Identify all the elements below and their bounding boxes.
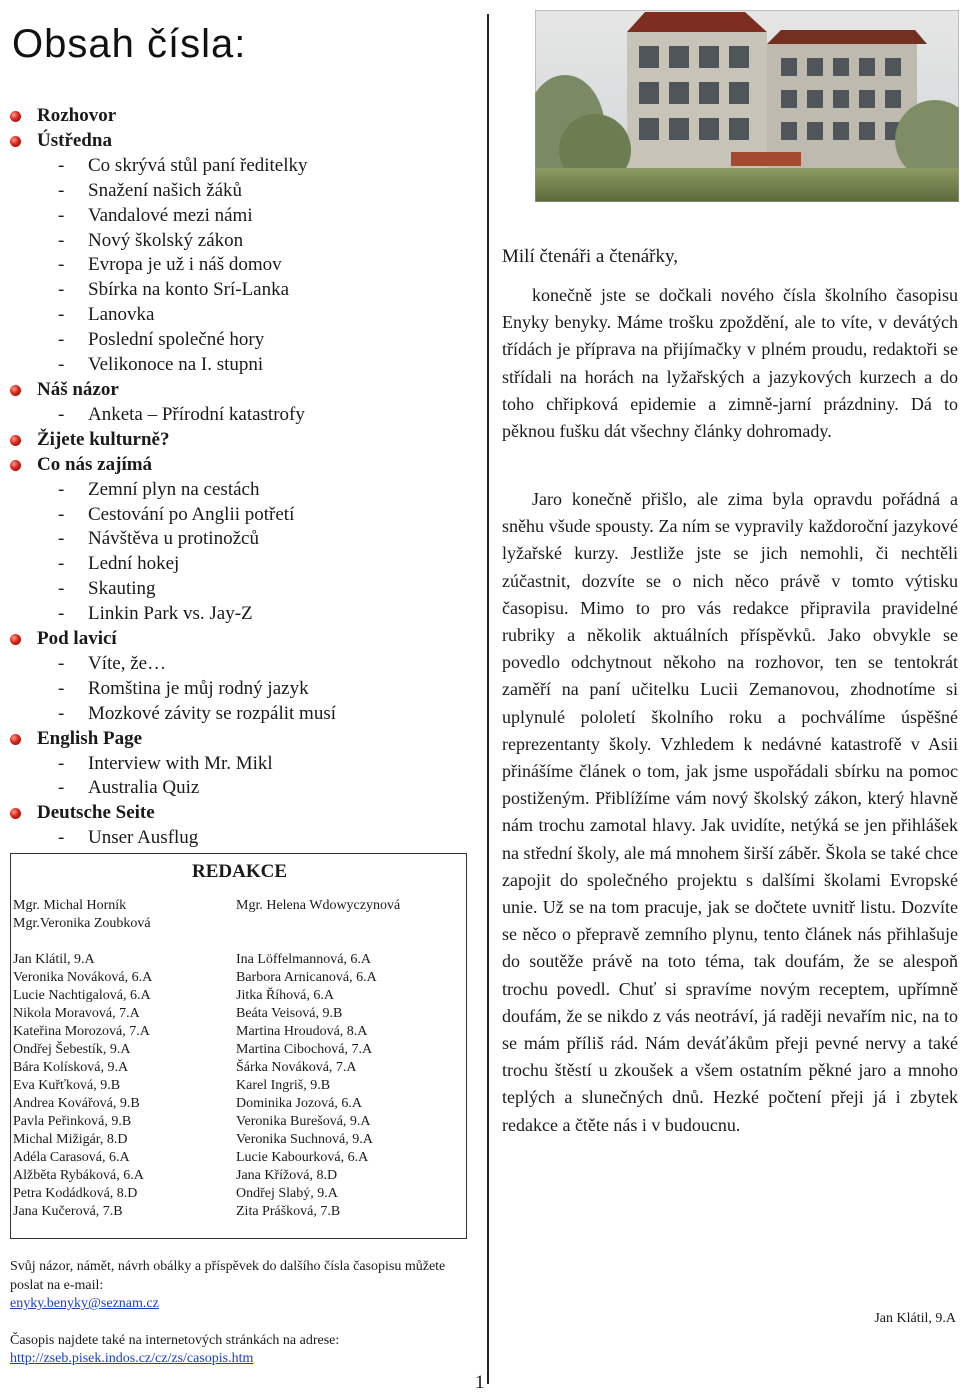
staff-member: Martina Cibochová, 7.A	[236, 1042, 373, 1057]
toc-item: - Snažení našich žáků	[58, 179, 243, 201]
toc-section	[10, 378, 480, 403]
toc-item: - Co skrývá stůl paní ředitelky	[58, 154, 308, 176]
red-bullet-icon	[10, 385, 21, 396]
staff-member: Alžběta Rybáková, 6.A	[13, 1168, 144, 1183]
email-link[interactable]: enyky.benyky@seznam.cz	[10, 1296, 159, 1311]
toc-item-label: Lední hokej	[88, 553, 180, 575]
staff-member: Barbora Arnicanová, 6.A	[236, 970, 377, 985]
toc-item-label: Velikonoce na I. stupni	[88, 354, 264, 376]
toc-item: - Skauting	[58, 578, 156, 600]
staff-member: Veronika Suchnová, 9.A	[236, 1132, 373, 1147]
table-of-contents	[10, 104, 480, 851]
toc-item: - Interview with Mr. Mikl	[58, 752, 273, 774]
toc-item: - Velikonoce na I. stupni	[58, 354, 264, 376]
toc-section-label: English Page	[37, 727, 143, 749]
toc-item-label: Interview with Mr. Mikl	[88, 752, 273, 774]
staff-member: Ina Löffelmannová, 6.A	[236, 952, 372, 967]
toc-item-label: Mozkové závity se rozpálit musí	[88, 702, 336, 724]
page-title: Obsah čísla:	[12, 22, 247, 66]
staff-member: Šárka Nováková, 7.A	[236, 1060, 357, 1075]
staff-member: Petra Kodádková, 8.D	[13, 1186, 138, 1201]
toc-item-label: Skauting	[88, 578, 156, 600]
staff-member: Mgr. Michal Horník	[13, 898, 127, 913]
toc-section	[10, 801, 480, 826]
toc-item: - Evropa je už i náš domov	[58, 254, 282, 276]
staff-member: Karel Ingriš, 9.B	[236, 1078, 331, 1093]
staff-member: Veronika Burešová, 9.A	[236, 1114, 371, 1129]
school-building-photo	[535, 10, 959, 202]
red-bullet-icon	[10, 634, 21, 645]
toc-section	[10, 727, 480, 752]
toc-item: - Poslední společné hory	[58, 329, 265, 351]
staff-member: Jan Klátil, 9.A	[13, 952, 95, 967]
toc-section	[10, 453, 480, 478]
toc-item: - Sbírka na konto Srí-Lanka	[58, 279, 290, 301]
toc-section-label: Náš názor	[37, 378, 119, 400]
toc-item-label: Cestování po Anglii potřetí	[88, 503, 295, 525]
toc-item-label: Australia Quiz	[88, 777, 200, 799]
redakce-left-column	[13, 897, 233, 1221]
toc-section-label: Pod lavicí	[37, 628, 117, 650]
staff-member: Mgr.Veronika Zoubková	[13, 916, 151, 931]
staff-member: Ondřej Slabý, 9.A	[236, 1186, 338, 1201]
staff-member: Andrea Kovářová, 9.B	[13, 1096, 140, 1111]
toc-item-label: Zemní plyn na cestách	[88, 478, 260, 500]
toc-section	[10, 104, 480, 129]
redakce-box	[10, 853, 467, 1239]
toc-item-label: Poslední společné hory	[88, 329, 265, 351]
toc-section-label: Co nás zajímá	[37, 453, 153, 475]
staff-member: Ondřej Šebestík, 9.A	[13, 1042, 131, 1057]
staff-member	[236, 915, 466, 933]
toc-item: - Lanovka	[58, 304, 155, 326]
toc-section	[10, 428, 480, 453]
staff-member: Michal Mižigár, 8.D	[13, 1132, 128, 1147]
toc-section	[10, 627, 480, 652]
toc-item-label: Anketa – Přírodní katastrofy	[88, 403, 305, 425]
toc-item-label: Lanovka	[88, 304, 155, 326]
toc-item: - Australia Quiz	[58, 777, 200, 799]
contact-info	[10, 1258, 480, 1369]
red-bullet-icon	[10, 734, 21, 745]
column-divider	[487, 14, 489, 1384]
toc-item: - Víte, že…	[58, 652, 167, 674]
toc-item-label: Sbírka na konto Srí-Lanka	[88, 279, 290, 301]
toc-section-label: Ústředna	[37, 129, 112, 151]
staff-member	[236, 933, 466, 951]
toc-item: - Návštěva u protinožců	[58, 528, 259, 550]
toc-item: - Lední hokej	[58, 553, 180, 575]
staff-member: Lucie Nachtigalová, 6.A	[13, 988, 151, 1003]
red-bullet-icon	[10, 136, 21, 147]
toc-item-label: Víte, že…	[88, 652, 167, 674]
toc-item: - Mozkové závity se rozpálit musí	[58, 702, 336, 724]
staff-member: Veronika Nováková, 6.A	[13, 970, 153, 985]
toc-item-label: Snažení našich žáků	[88, 179, 243, 201]
toc-section-label: Žijete kulturně?	[37, 428, 170, 450]
toc-item: - Unser Ausflug	[58, 827, 199, 849]
toc-item-label: Linkin Park vs. Jay-Z	[88, 603, 253, 625]
staff-member: Zita Prášková, 7.B	[236, 1204, 341, 1219]
red-bullet-icon	[10, 435, 21, 446]
staff-member: Kateřina Morozová, 7.A	[13, 1024, 150, 1039]
toc-item-label: Nový školský zákon	[88, 229, 244, 251]
staff-member: Nikola Moravová, 7.A	[13, 1006, 140, 1021]
toc-item-label: Vandalové mezi námi	[88, 204, 253, 226]
toc-item: - Vandalové mezi námi	[58, 204, 253, 226]
toc-section	[10, 129, 480, 154]
letter-paragraph-1: konečně jste se dočkali nového čísla školního časopisu Enyky benyky. Máme trošku zpoždění, ale to víte, v devátých třídách je příprava na přijímačky v plném proudu, redaktoři se střídali na horách na lyžařských a jazykových kurzech a do toho chřipková epidemie a zimně-jarní prázdniny. Dá to pěknou fušku dát všechny články dohromady.	[502, 285, 958, 442]
staff-member: Dominika Jozová, 6.A	[236, 1096, 362, 1111]
toc-item-label: Evropa je už i náš domov	[88, 254, 282, 276]
staff-member: Martina Hroudová, 8.A	[236, 1024, 368, 1039]
staff-member: Jitka Říhová, 6.A	[236, 988, 334, 1003]
red-bullet-icon	[10, 111, 21, 122]
toc-item: - Romština je můj rodný jazyk	[58, 677, 309, 699]
toc-item: - Nový školský zákon	[58, 229, 244, 251]
toc-item: - Linkin Park vs. Jay-Z	[58, 603, 253, 625]
staff-member: Jana Kučerová, 7.B	[13, 1204, 123, 1219]
toc-item-label: Unser Ausflug	[88, 827, 199, 849]
contact-text: Svůj názor, námět, návrh obálky a příspěvek do dalšího čísla časopisu můžete poslat na e-mail:	[10, 1259, 446, 1293]
red-bullet-icon	[10, 460, 21, 471]
staff-member: Adéla Carasová, 6.A	[13, 1150, 130, 1165]
staff-member: Pavla Peřinková, 9.B	[13, 1114, 132, 1129]
toc-item: - Zemní plyn na cestách	[58, 478, 260, 500]
page-number: 1	[475, 1372, 485, 1393]
toc-item-label: Návštěva u protinožců	[88, 528, 259, 550]
toc-section-label: Deutsche Seite	[37, 802, 155, 824]
staff-member: Eva Kuřťková, 9.B	[13, 1078, 121, 1093]
staff-member: Lucie Kabourková, 6.A	[236, 1150, 369, 1165]
toc-section-label: Rozhovor	[37, 105, 117, 126]
staff-member: Beáta Veisová, 9.B	[236, 1006, 343, 1021]
letter-signature: Jan Klátil, 9.A	[874, 1311, 956, 1326]
letter-paragraph-2: Jaro konečně přišlo, ale zima byla opravdu pořádná a sněhu všude spousty. Za ním se vypravily každoroční jazykové lyžařské kurzy. Jestliže jste se jich nemohli, či nechtěli zúčastnit, dozvíte se o nich něco právě v tomto výtisku časopisu. Mimo to pro vás redakce připravila pravidelné rubriky a několik aktuálních příspěvků. Jako obvykle se povedlo odchytnout někoho na rozhovor, ten se tentokrát zaměří na paní učitelku Lucii Zemanovou, zhodnotíme si uplynulé pololetí školního roku a pochválíme úspěšné reprezentanty školy. Vzhledem k nedávné katastrofě v Asii přinášíme článek o tom, jak jsme uspořádali sbírku na pomoc postiženým. Přiblížíme vám nový školský zákon, který hlavně nám trochu zamotal hlavy. Jak uvidíte, netýká se jen přihlášek na střední školy, ale má mnohem širší záběr. Škola se také chce zapojit do společného projektu s dalšími školami Evropské unie. Už se na tom pracuje, jak se dočtete uvnitř listu. Dozvíte se něco o přepravě zemního plynu, tento článek nás přihlašuje do soutěže právě na toto téma, tak doufám, že se alespoň trochu povedl. Chuť si spravíme novým receptem, upřímně doufám, že se nikdo z vás neotráví, já raději nevařím nic, na to se mám příliš rád. Nám deváťákům přeji pevné nervy a také trochu štěstí u zkoušek a všem ostatním pěkné jaro a mnoho teplých a slunečných dnů. Hezké počtení přeji já i zbytek redakce a čtěte nás i v budoucnu.	[502, 489, 958, 1135]
staff-member	[13, 933, 233, 951]
redakce-right-column	[236, 897, 466, 1221]
toc-item-label: Co skrývá stůl paní ředitelky	[88, 154, 308, 176]
redakce-title: REDAKCE	[191, 861, 287, 882]
toc-item-label: Romština je můj rodný jazyk	[88, 677, 309, 699]
website-link[interactable]: http://zseb.pisek.indos.cz/cz/zs/casopis.htm	[10, 1351, 254, 1366]
staff-member: Bára Kolísková, 9.A	[13, 1060, 129, 1075]
staff-member: Mgr. Helena Wdowyczynová	[236, 898, 401, 913]
letter-greeting: Milí čtenáři a čtenářky,	[502, 246, 679, 267]
toc-item: - Cestování po Anglii potřetí	[58, 503, 295, 525]
staff-member: Jana Křížová, 8.D	[236, 1168, 338, 1183]
website-text: Časopis najdete také na internetových stránkách na adrese:	[10, 1332, 340, 1348]
toc-item: - Anketa – Přírodní katastrofy	[58, 403, 305, 425]
red-bullet-icon	[10, 808, 21, 819]
